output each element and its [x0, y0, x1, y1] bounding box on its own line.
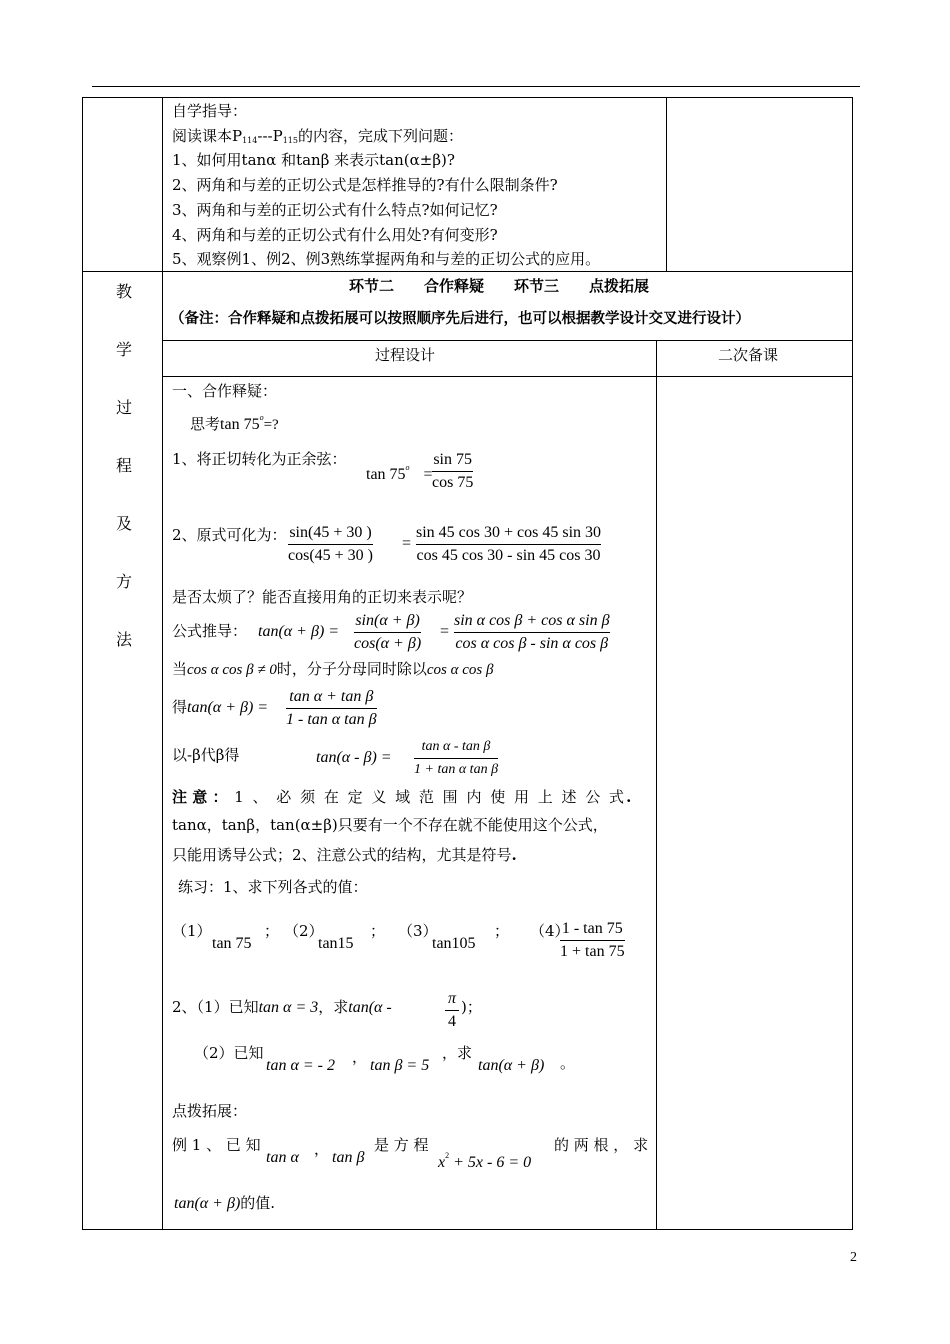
left-label-char: 及	[116, 514, 133, 533]
exercise-2-2-ask: ，求	[442, 1044, 473, 1062]
table-row-divider-columns	[162, 376, 853, 377]
left-label-char: 过	[116, 398, 133, 417]
exercise-2-2-label: （2）已知	[194, 1044, 264, 1062]
example-1-tan-b: tan β	[332, 1149, 365, 1166]
part-heading: 一、合作释疑：	[172, 382, 278, 400]
practice-heading: 练习：1、求下列各式的值：	[178, 878, 368, 896]
guide-reading: 阅读课本$P_{114}---P_{115}$的内容，完成下列问题：	[172, 127, 463, 145]
section-note: （备注：合作释疑和点拨拓展可以按照顺序先后进行，也可以根据教学设计交叉进行设计）	[170, 310, 750, 327]
step-2-label: 2、原式可化为：	[172, 526, 287, 544]
condition-line: 当cos α cos β ≠ 0时，分子分母同时除以cos α cos β	[172, 660, 494, 678]
left-label-char: 学	[116, 340, 133, 359]
result-fraction: $\frac{\text{tan α + tan β}}{\text{1 - tan α tan β}}$	[286, 688, 377, 728]
step-1-label: 1、将正切转化为正余弦：	[172, 450, 347, 468]
step-1-lhs: $\tan 75^o$ =	[366, 463, 433, 483]
derive-equals: =	[440, 623, 450, 640]
left-label-char: 程	[116, 456, 133, 475]
exercise-2-2-expr-a: tan α = - 2	[266, 1057, 335, 1074]
guide-question-4: 4、两角和与差的正切公式有什么用处?有何变形?	[172, 226, 498, 244]
practice-3-expr: tan105	[432, 935, 476, 952]
exercise-2-2-expr-b: tan β = 5	[370, 1057, 430, 1074]
substitute-label: 以-β代β得	[172, 746, 240, 764]
derive-lhs: tan(α + β) =	[258, 623, 340, 640]
result-label: 得tan(α + β) =	[172, 698, 269, 716]
step-1-fraction: $\frac{\sin 75}{\cos 75}$	[432, 451, 474, 491]
table-row-divider-header	[162, 340, 853, 341]
left-label-char: 教	[116, 282, 133, 301]
extend-heading: 点拨拓展：	[172, 1102, 248, 1120]
practice-3-label: （3）	[398, 922, 438, 940]
table-divider-right-top	[666, 97, 667, 271]
practice-3-sep: ；	[494, 922, 510, 940]
exercise-2-2-end: 。	[560, 1054, 576, 1072]
table-divider-left	[162, 97, 163, 1230]
example-1-end: 的 两 根 ， 求	[554, 1136, 649, 1154]
header-rule	[92, 86, 860, 87]
exercise-2-1: 2、（1）已知tan α = 3，求tan(α -	[172, 998, 392, 1016]
example-1-line-2: tan(α + β)的值.	[174, 1194, 276, 1212]
example-1-equation: $x^2 + 5x - 6 = 0$	[438, 1151, 532, 1171]
example-1-mid: 是 方 程	[374, 1136, 429, 1154]
guide-title: 自学指导：	[172, 102, 248, 120]
example-1-label: 例 1 、 已 知	[172, 1136, 261, 1154]
step-2-fraction: $\frac{\sin(45 + 30 )}{\cos(45 + 30 )}$	[288, 524, 374, 564]
left-label-char: 法	[116, 630, 133, 649]
practice-4-label: （4）	[530, 922, 570, 940]
column-header-second: 二次备课	[718, 346, 779, 364]
left-label-char: 方	[116, 572, 133, 591]
example-1-tan-a: tan α	[266, 1149, 299, 1166]
guide-question-1: 1、如何用tanα 和tanβ 来表示tan(α±β)?	[172, 151, 455, 169]
exercise-2-1-end: )；	[461, 998, 482, 1016]
exercise-2-2-expr-c: tan(α + β)	[478, 1057, 545, 1074]
step-2-fraction-expanded: $\frac{\sin 45 \cos 30 + \cos 45 \sin 30}{\cos 45 \cos 30 - \sin 45 \cos 30}$	[416, 524, 602, 564]
note-line-2: tanα，tanβ，tan(α±β)只要有一个不存在就不能使用这个公式，	[172, 816, 608, 834]
table-row-divider	[82, 271, 853, 272]
substitute-fraction: $\frac{\text{tan α - tan β}}{\text{1 + tan α tan β}}$	[414, 736, 498, 781]
practice-2-expr: tan15	[318, 935, 354, 952]
practice-1-sep: ；	[264, 922, 280, 940]
practice-2-label: （2）	[284, 922, 324, 940]
practice-1-expr: tan 75	[212, 935, 252, 952]
example-1-sep: ，	[314, 1140, 330, 1158]
practice-1-label: （1）	[172, 922, 212, 940]
derive-fraction: $\frac{\sin(\alpha + \beta)}{\cos(\alpha + \beta)}$	[354, 612, 422, 652]
think-line: 思考$\tan 75^o=$?	[190, 413, 279, 433]
derive-fraction-expanded: $\frac{\text{sin α cos β + cos α sin β}}{\text{cos α cos β - sin α cos β}}$	[454, 612, 610, 652]
question-line: 是否太烦了？能否直接用角的正切来表示呢？	[172, 588, 473, 606]
section-heading: 环节二 合作释疑 环节三 点拨拓展	[349, 277, 650, 295]
exercise-2-1-pi-fraction: $\frac{\pi}{4}$	[445, 988, 459, 1033]
guide-question-3: 3、两角和与差的正切公式有什么特点?如何记忆?	[172, 201, 498, 219]
step-2-equals: =	[402, 535, 412, 552]
note-line-3: 只能用诱导公式；2、注意公式的结构，尤其是符号.	[172, 846, 517, 864]
guide-question-5: 5、观察例1、例2、例3熟练掌握两角和与差的正切公式的应用。	[172, 250, 601, 268]
derive-label: 公式推导：	[172, 622, 248, 640]
exercise-2-2-sep: ，	[352, 1048, 368, 1066]
practice-4-fraction: $\frac{1 - \tan 75}{1 + \tan 75}$	[560, 920, 625, 960]
practice-2-sep: ；	[370, 922, 386, 940]
guide-question-2: 2、两角和与差的正切公式是怎样推导的?有什么限制条件?	[172, 176, 558, 194]
substitute-lhs: tan(α - β) =	[316, 749, 392, 766]
note-line-1: 注 意 ： 1 、 必 须 在 定 义 域 范 围 内 使 用 上 述 公 式.	[172, 788, 632, 806]
page-number: 2	[850, 1250, 857, 1265]
table-divider-right-bottom	[656, 340, 657, 1230]
column-header-process: 过程设计	[375, 346, 436, 364]
